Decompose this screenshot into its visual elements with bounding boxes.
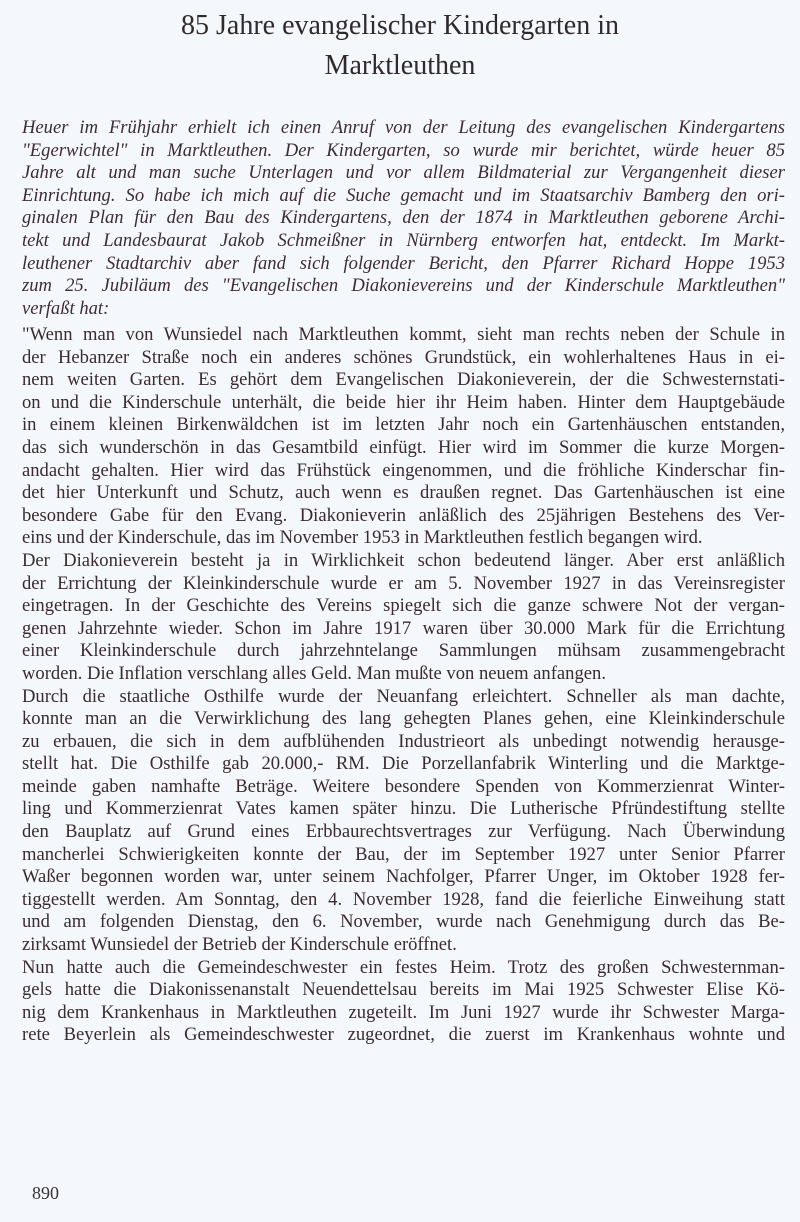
- body-line: "Wenn man von Wunsiedel nach Marktleuthen kommt, sieht man rechts neben der Schule in: [22, 324, 785, 345]
- body-line: das sich wunderschön in das Gesamtbild einfügt. Hier wird im Sommer die kurze Morgen-: [22, 436, 785, 458]
- intro-paragraph: [22, 117, 785, 320]
- body-line: nem weiten Garten. Es gehört dem Evangelischen Diakonieverein, der die Schwesternstati-: [22, 369, 785, 391]
- body-line: und am folgenden Dienstag, den 6. November, wurde nach Genehmigung durch das Be-: [22, 911, 785, 933]
- body-line: in einem kleinen Birkenwäldchen ist im letzten Jahr noch ein Gartenhäuschen entstanden,: [22, 414, 785, 436]
- body-line: einer Kleinkinderschule durch jahrzehntelange Sammlungen mühsam zusammengebracht: [22, 640, 785, 662]
- intro-line: Einrichtung. So habe ich mich auf die Suche gemacht und im Staatsarchiv Bamberg den ori-: [22, 184, 785, 206]
- body-line: genen Jahrzehnte wieder. Schon im Jahre 1917 waren über 30.000 Mark für die Errichtung: [22, 617, 785, 639]
- page-number: 890: [32, 1183, 59, 1203]
- body-line: Der Diakonieverein besteht ja in Wirklichkeit schon bedeutend länger. Aber erst anläßlich: [22, 549, 785, 571]
- body-line: andacht gehalten. Hier wird das Frühstück eingenommen, und die fröhliche Kinderschar fin-: [22, 459, 785, 481]
- body-line: meinde gaben namhafte Beträge. Weitere besondere Spenden von Kommerzienrat Winter-: [22, 775, 785, 797]
- body-line: worden. Die Inflation verschlang alles Geld. Man mußte von neuem anfangen.: [22, 662, 606, 684]
- intro-line: leuthener Stadtarchiv aber fand sich folgender Bericht, den Pfarrer Richard Hoppe 1953: [22, 252, 785, 274]
- body-line: gels hatte die Diakonissenanstalt Neuendettelsau bereits im Mai 1925 Schwester Elise Kö-: [22, 979, 785, 1001]
- body-line: Durch die staatliche Osthilfe wurde der Neuanfang erleichtert. Schneller als man dachte,: [22, 685, 785, 707]
- body-line: besondere Gabe für den Evang. Diakonieverin anläßlich des 25jährigen Bestehens des Ver-: [22, 504, 785, 526]
- body-line: stellt hat. Die Osthilfe gab 20.000,- RM. Die Porzellanfabrik Winterling und die Marktge-: [22, 753, 785, 775]
- body-line: eins und der Kinderschule, das im November 1953 in Marktleuthen festlich begangen wird.: [22, 527, 703, 549]
- body-line: det hier Unterkunft und Schutz, auch wenn es draußen regnet. Das Gartenhäuschen ist eine: [22, 482, 785, 504]
- body-line: ling und Kommerzienrat Vates kamen später hinzu. Die Lutherische Pfründestiftung stellte: [22, 798, 785, 820]
- intro-line: Jahre alt und man suche Unterlagen und vor allem Bildmaterial zur Vergangenheit dieser: [22, 162, 785, 184]
- body-line: der Errichtung der Kleinkinderschule wurde er am 5. November 1927 in das Vereinsregister: [22, 572, 785, 594]
- body-line: on und die Kinderschule unterhält, die beide hier ihr Heim haben. Hinter dem Hauptgebäude: [22, 391, 785, 413]
- body-text: [22, 324, 785, 1047]
- body-line: zu erbauen, die sich in dem aufblühenden Industrieort als unbedingt notwendig herausge-: [22, 730, 785, 752]
- body-line: tiggestellt werden. Am Sonntag, den 4. November 1928, fand die feierliche Einweihung statt: [22, 888, 785, 910]
- body-line: eingetragen. In der Geschichte des Vereins spiegelt sich die ganze schwere Not der vergan-: [22, 595, 785, 617]
- intro-line: Heuer im Frühjahr erhielt ich einen Anruf von der Leitung des evangelischen Kindergartens: [22, 117, 785, 138]
- title-line-1: 85 Jahre evangelischer Kindergarten in: [181, 10, 619, 41]
- body-line: mancherlei Schwierigkeiten konnte der Bau, der im September 1927 unter Senior Pfarrer: [22, 843, 785, 865]
- intro-line: verfaßt hat:: [22, 297, 110, 319]
- body-line: zirksamt Wunsiedel der Betrieb der Kinderschule eröffnet.: [22, 934, 457, 956]
- body-line: rete Beyerlein als Gemeindeschwester zugeordnet, die zuerst im Krankenhaus wohnte und: [22, 1024, 785, 1046]
- body-line: Nun hatte auch die Gemeindeschwester ein festes Heim. Trotz des großen Schwesternman-: [22, 956, 785, 978]
- intro-line: "Egerwichtel" in Marktleuthen. Der Kindergarten, so wurde mir berichtet, würde heuer 85: [22, 139, 785, 161]
- intro-line: tekt und Landesbaurat Jakob Schmeißner in Nürnberg entworfen hat, entdeckt. Im Markt-: [22, 229, 785, 251]
- body-line: Waßer begonnen worden war, unter seinem Nachfolger, Pfarrer Unger, im Oktober 1928 fer-: [22, 866, 785, 888]
- intro-line: ginalen Plan für den Bau des Kindergartens, den der 1874 in Marktleuthen geborene Archi-: [22, 207, 785, 229]
- body-line: der Hebanzer Straße noch ein anderes schönes Grundstück, ein wohlerhaltenes Haus in ei-: [22, 346, 785, 368]
- body-line: konnte man an die Verwirklichung des lang gehegten Planes gehen, eine Kleinkinderschule: [22, 708, 785, 730]
- body-line: den Bauplatz auf Grund eines Erbbaurechtsvertrages zur Verfügung. Nach Überwindung: [22, 821, 785, 843]
- page-title: [0, 6, 800, 86]
- body-line: nig dem Krankenhaus in Marktleuthen zugeteilt. Im Juni 1927 wurde ihr Schwester Marga-: [22, 1001, 785, 1023]
- intro-line: zum 25. Jubiläum des "Evangelischen Diakonievereins und der Kinderschule Marktleuthen": [22, 275, 785, 297]
- title-line-2: Marktleuthen: [324, 50, 476, 81]
